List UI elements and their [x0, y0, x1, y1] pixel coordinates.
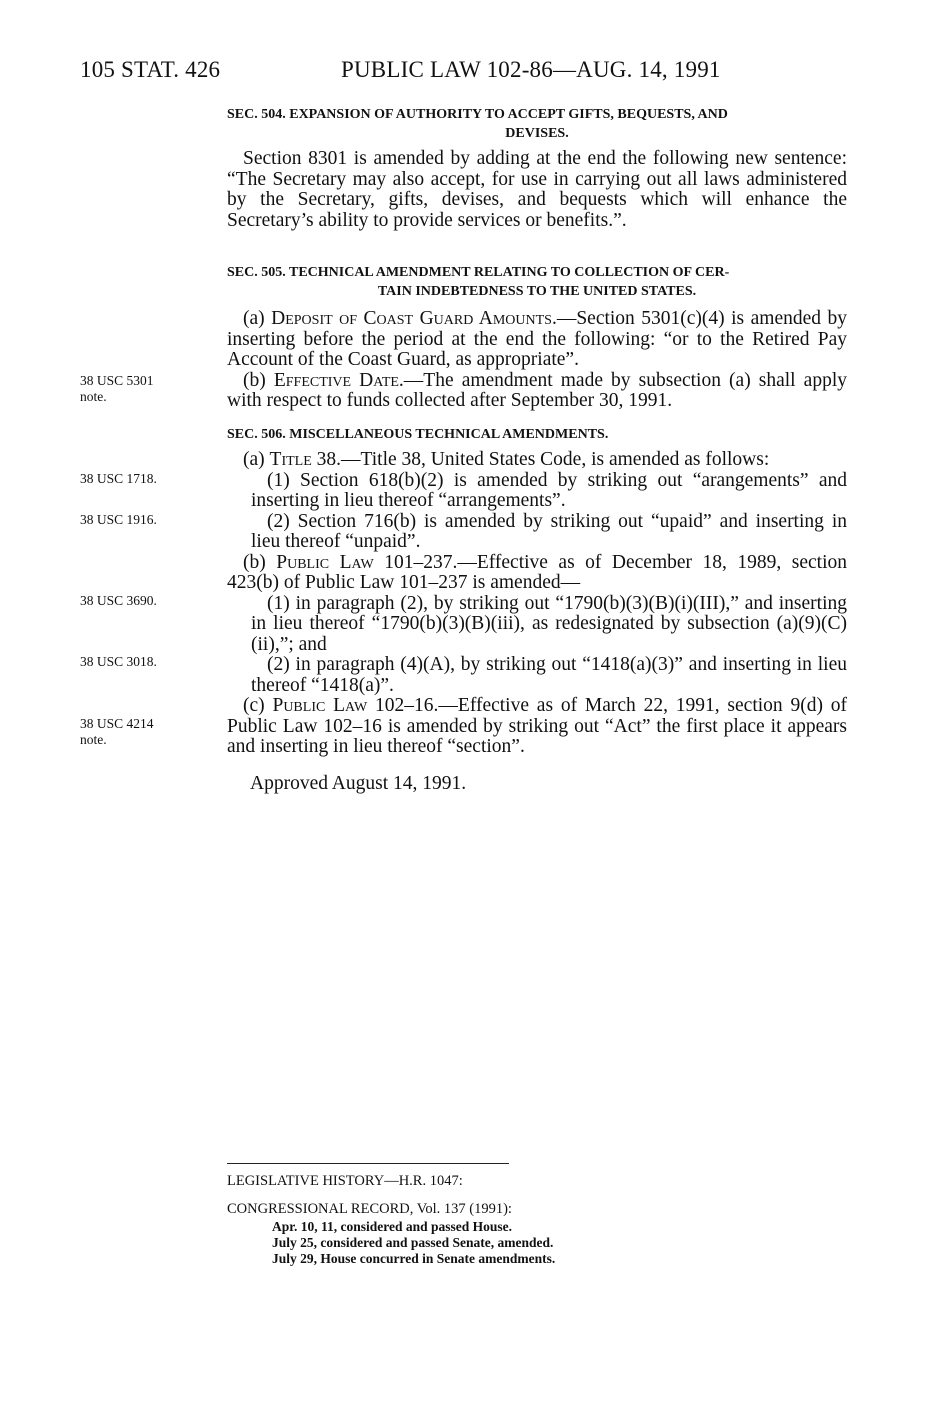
legislative-history-title: LEGISLATIVE HISTORY—H.R. 1047: [227, 1173, 463, 1189]
margin-note-line: note. [80, 389, 107, 404]
sec-505-subsection-b [227, 371, 847, 412]
margin-note-line: 38 USC 5301 [80, 373, 154, 388]
margin-note-line: 38 USC 4214 [80, 716, 154, 731]
sec-506-a-text: 38.—Title 38, United States Code, is amended as follows: [311, 449, 770, 470]
sec-505-a-label: (a) [243, 308, 265, 329]
margin-note-38-usc-1916: 38 USC 1916. [80, 512, 157, 527]
congressional-record: CONGRESSIONAL RECORD, Vol. 137 (1991): [227, 1201, 512, 1217]
sec-505-heading [227, 263, 847, 301]
sec-506-b-paragraph-1: (1) in paragraph (2), by striking out “1790(b)(3)(B)(i)(III),” and inserting in lieu thereof “1790(b)(3)(B)(iii), as redesignated by subsection (a)(9)(C)(ii),”; and [251, 592, 847, 655]
sec-506-a-paragraph-2: (2) Section 716(b) is amended by striking out “upaid” and inserting in lieu thereof “unpaid”. [251, 510, 847, 552]
margin-note-line: note. [80, 732, 107, 747]
sec-506-subsection-b [227, 553, 847, 594]
history-entry: July 25, considered and passed Senate, amended. [272, 1235, 554, 1250]
sec-504-text: Section 8301 is amended by adding at the end the following new sentence: “The Secretary may also accept, for use in carrying out all laws administered by the Secretary, gifts, devises, and bequests which will enhance the Secretary’s ability to provide services or benefits.”. [227, 148, 847, 231]
sec-505-a-caption: Deposit of Coast Guard Amounts [271, 308, 552, 329]
sec-505-b-text: .—The amendment made by subsection (a) shall apply with respect to funds collected after September 30, 1991. [227, 369, 847, 411]
margin-note-38-usc-5301 [80, 373, 154, 405]
sec-506-body [227, 450, 847, 758]
margin-note-38-usc-4214 [80, 716, 154, 748]
margin-note-38-usc-1718: 38 USC 1718. [80, 471, 157, 486]
sec-504-body [227, 149, 847, 231]
footer-divider [227, 1163, 509, 1164]
margin-note-38-usc-3690: 38 USC 3690. [80, 593, 157, 608]
sec-506-c-label: (c) [243, 695, 265, 716]
sec-504-heading [227, 105, 847, 143]
sec-506-a-caption: Title [269, 449, 312, 470]
sec-506-b-paragraph-2: (2) in paragraph (4)(A), by striking out “1418(a)(3)” and inserting in lieu thereof “1418(a)”. [251, 654, 847, 696]
history-entry: July 29, House concurred in Senate amendments. [272, 1251, 556, 1266]
sec-506-c-caption: Public Law [272, 695, 368, 716]
sec-505-subsection-a [227, 309, 847, 371]
sec-506-subsection-a [227, 450, 847, 471]
sec-506-c-text: 102–16.—Effective as of March 22, 1991, section 9(d) of Public Law 102–16 is amended by striking out “Act” the first place it appears and inserting in lieu thereof “section”. [227, 695, 847, 757]
page-number-header: 105 STAT. 426 [80, 57, 221, 82]
sec-506-b-text: 101–237.—Effective as of December 18, 1989, section 423(b) of Public Law 101–237 is amended— [227, 551, 848, 593]
sec-506-a-paragraph-1: (1) Section 618(b)(2) is amended by striking out “arangements” and inserting in lieu thereof “arrangements”. [251, 469, 847, 511]
sec-504-heading-line1: SEC. 504. EXPANSION OF AUTHORITY TO ACCEPT GIFTS, BEQUESTS, AND [227, 107, 728, 122]
sec-505-body [227, 309, 847, 412]
sec-506-b-caption: Public Law [276, 551, 374, 573]
sec-505-heading-line1: SEC. 505. TECHNICAL AMENDMENT RELATING TO COLLECTION OF CER- [227, 265, 730, 280]
margin-note-38-usc-3018: 38 USC 3018. [80, 654, 157, 669]
sec-504-heading-line2: DEVISES. [505, 126, 569, 141]
sec-506-heading: SEC. 506. MISCELLANEOUS TECHNICAL AMENDMENTS. [227, 427, 609, 442]
sec-505-b-caption: Effective Date [273, 369, 399, 391]
sec-506-a-label: (a) [243, 449, 265, 470]
approval-date: Approved August 14, 1991. [250, 773, 467, 794]
sec-505-b-label: (b) [243, 369, 266, 391]
history-entry: Apr. 10, 11, considered and passed House. [272, 1219, 513, 1234]
sec-505-heading-line2: TAIN INDEBTEDNESS TO THE UNITED STATES. [377, 284, 697, 299]
sec-505-a-text: .—Section 5301(c)(4) is amended by inserting before the period at the end the following: “or to the Retired Pay Account of the Coast Guard, as appropriate”. [227, 308, 847, 370]
sec-506-subsection-c [227, 696, 847, 758]
public-law-header: PUBLIC LAW 102-86—AUG. 14, 1991 [341, 57, 721, 82]
sec-506-b-label: (b) [243, 551, 266, 573]
